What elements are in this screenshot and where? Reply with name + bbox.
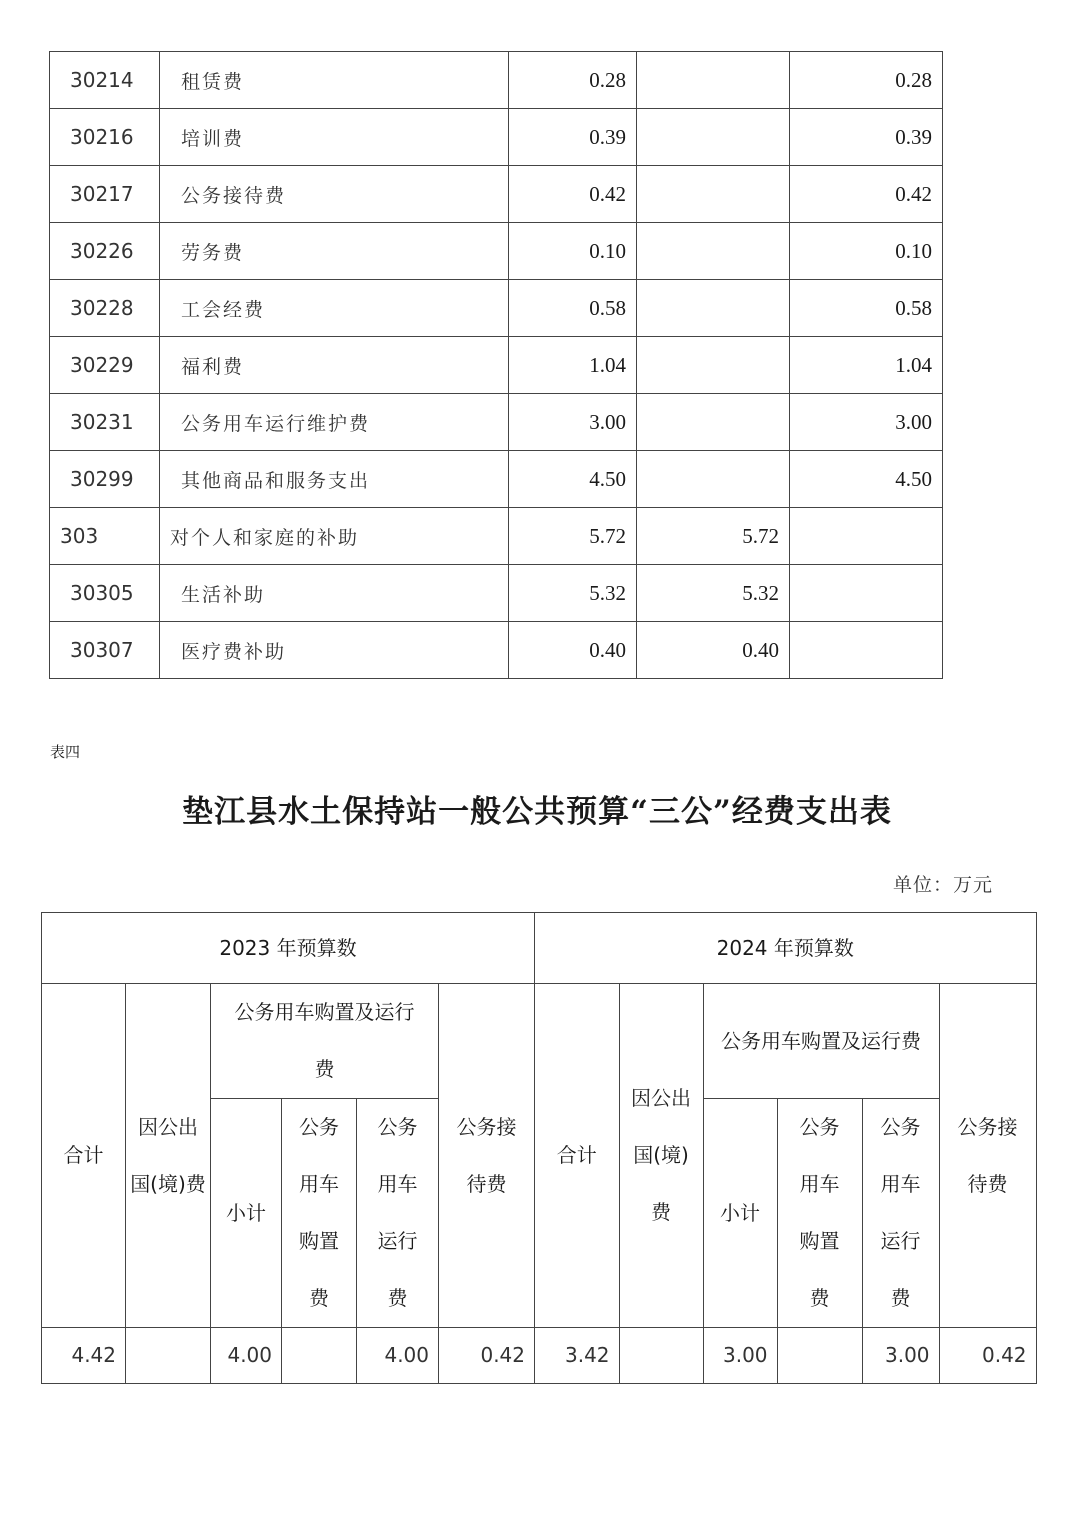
value-operation-2023: 4.00 bbox=[357, 1328, 439, 1384]
value-total-2023: 4.42 bbox=[42, 1328, 126, 1384]
col-total-2023: 合计 bbox=[42, 984, 126, 1328]
year-2024-header: 2024 年预算数 bbox=[535, 913, 1037, 984]
account-code-cell: 30231 bbox=[50, 394, 160, 451]
value-purchase-2023 bbox=[282, 1328, 357, 1384]
account-name-cell: 医疗费补助 bbox=[160, 622, 509, 679]
account-name-cell: 工会经费 bbox=[160, 280, 509, 337]
col-total-2024: 合计 bbox=[535, 984, 620, 1328]
basic-expense-cell bbox=[637, 280, 790, 337]
account-name-cell: 其他商品和服务支出 bbox=[160, 451, 509, 508]
basic-expense-cell: 0.40 bbox=[637, 622, 790, 679]
basic-expense-cell bbox=[637, 394, 790, 451]
col-subtotal-2023: 小计 bbox=[211, 1099, 282, 1328]
value-subtotal-2024: 3.00 bbox=[703, 1328, 777, 1384]
total-amount-cell: 0.58 bbox=[509, 280, 637, 337]
account-name-cell: 公务用车运行维护费 bbox=[160, 394, 509, 451]
table-row bbox=[50, 394, 943, 451]
total-amount-cell: 0.10 bbox=[509, 223, 637, 280]
basic-expense-cell bbox=[637, 166, 790, 223]
total-amount-cell: 5.72 bbox=[509, 508, 637, 565]
total-amount-cell: 0.42 bbox=[509, 166, 637, 223]
value-purchase-2024 bbox=[777, 1328, 862, 1384]
project-expense-cell: 0.58 bbox=[790, 280, 943, 337]
account-code-cell: 303 bbox=[50, 508, 160, 565]
value-subtotal-2023: 4.00 bbox=[211, 1328, 282, 1384]
total-amount-cell: 3.00 bbox=[509, 394, 637, 451]
value-reception-2024: 0.42 bbox=[939, 1328, 1036, 1384]
project-expense-cell: 4.50 bbox=[790, 451, 943, 508]
basic-expense-cell bbox=[637, 109, 790, 166]
basic-expense-cell bbox=[637, 451, 790, 508]
table-row bbox=[50, 337, 943, 394]
account-name-cell: 福利费 bbox=[160, 337, 509, 394]
table-row bbox=[50, 52, 943, 109]
value-abroad-2024 bbox=[619, 1328, 703, 1384]
col-reception-2024: 公务接待费 bbox=[939, 984, 1036, 1328]
account-name-cell: 对个人和家庭的补助 bbox=[160, 508, 509, 565]
year-2023-header: 2023 年预算数 bbox=[42, 913, 535, 984]
total-amount-cell: 0.39 bbox=[509, 109, 637, 166]
account-name-cell: 劳务费 bbox=[160, 223, 509, 280]
col-vehicle-purchase-2024: 公务用车购置费 bbox=[777, 1099, 862, 1328]
account-code-cell: 30307 bbox=[50, 622, 160, 679]
table-row bbox=[50, 109, 943, 166]
project-expense-cell: 3.00 bbox=[790, 394, 943, 451]
value-reception-2023: 0.42 bbox=[439, 1328, 535, 1384]
page-title: 垫江县水土保持站一般公共预算“三公”经费支出表 bbox=[182, 794, 892, 830]
col-vehicle-operation-2023: 公务用车运行费 bbox=[357, 1099, 439, 1328]
project-expense-cell bbox=[790, 565, 943, 622]
basic-expense-cell bbox=[637, 223, 790, 280]
col-subtotal-2024: 小计 bbox=[703, 1099, 777, 1328]
account-code-cell: 30214 bbox=[50, 52, 160, 109]
account-name-cell: 租赁费 bbox=[160, 52, 509, 109]
basic-expense-cell: 5.32 bbox=[637, 565, 790, 622]
account-code-cell: 30228 bbox=[50, 280, 160, 337]
total-amount-cell: 1.04 bbox=[509, 337, 637, 394]
account-code-cell: 30226 bbox=[50, 223, 160, 280]
three-public-expense-table bbox=[41, 912, 1037, 1384]
account-code-cell: 30305 bbox=[50, 565, 160, 622]
total-amount-cell: 0.40 bbox=[509, 622, 637, 679]
project-expense-cell: 0.42 bbox=[790, 166, 943, 223]
total-amount-cell: 4.50 bbox=[509, 451, 637, 508]
project-expense-cell bbox=[790, 622, 943, 679]
account-code-cell: 30229 bbox=[50, 337, 160, 394]
table-row bbox=[50, 223, 943, 280]
total-amount-cell: 5.32 bbox=[509, 565, 637, 622]
account-code-cell: 30299 bbox=[50, 451, 160, 508]
table-row bbox=[50, 508, 943, 565]
table-number-label: 表四 bbox=[50, 743, 81, 761]
col-vehicle-group-2023: 公务用车购置及运行费 bbox=[211, 984, 439, 1099]
account-name-cell: 生活补助 bbox=[160, 565, 509, 622]
table-row bbox=[50, 166, 943, 223]
project-expense-cell: 1.04 bbox=[790, 337, 943, 394]
value-abroad-2023 bbox=[126, 1328, 211, 1384]
unit-label: 单位：万元 bbox=[893, 874, 994, 896]
account-code-cell: 30216 bbox=[50, 109, 160, 166]
table-row bbox=[50, 451, 943, 508]
expense-detail-body bbox=[50, 52, 943, 679]
project-expense-cell: 0.28 bbox=[790, 52, 943, 109]
account-name-cell: 公务接待费 bbox=[160, 166, 509, 223]
project-expense-cell: 0.10 bbox=[790, 223, 943, 280]
project-expense-cell: 0.39 bbox=[790, 109, 943, 166]
account-code-cell: 30217 bbox=[50, 166, 160, 223]
value-total-2024: 3.42 bbox=[535, 1328, 620, 1384]
total-amount-cell: 0.28 bbox=[509, 52, 637, 109]
table-row bbox=[50, 280, 943, 337]
col-abroad-2024: 因公出国(境)费 bbox=[619, 984, 703, 1328]
project-expense-cell bbox=[790, 508, 943, 565]
expense-detail-table bbox=[49, 51, 943, 679]
col-vehicle-purchase-2023: 公务用车购置费 bbox=[282, 1099, 357, 1328]
basic-expense-cell bbox=[637, 52, 790, 109]
col-reception-2023: 公务接待费 bbox=[439, 984, 535, 1328]
table-row bbox=[50, 565, 943, 622]
table-row bbox=[50, 622, 943, 679]
value-operation-2024: 3.00 bbox=[862, 1328, 939, 1384]
col-abroad-2023: 因公出国(境)费 bbox=[126, 984, 211, 1328]
col-vehicle-operation-2024: 公务用车运行费 bbox=[862, 1099, 939, 1328]
basic-expense-cell bbox=[637, 337, 790, 394]
account-name-cell: 培训费 bbox=[160, 109, 509, 166]
col-vehicle-group-2024: 公务用车购置及运行费 bbox=[703, 984, 939, 1099]
basic-expense-cell: 5.72 bbox=[637, 508, 790, 565]
